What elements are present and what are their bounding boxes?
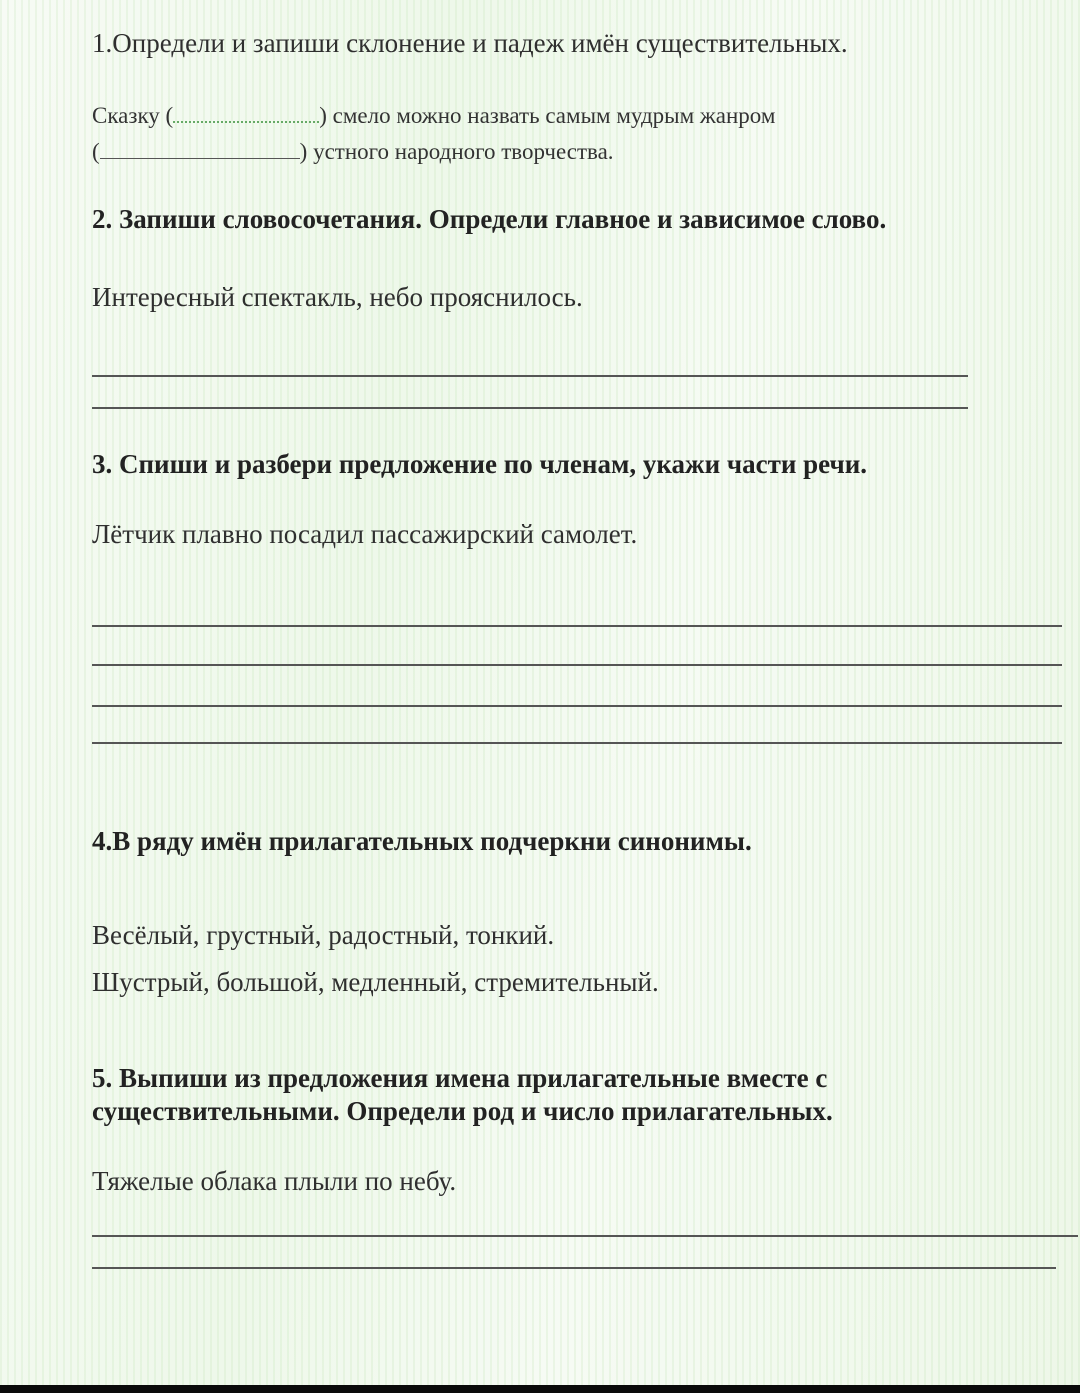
task1-sentence-line1 xyxy=(92,101,775,127)
task1-line2-end: ) устного народного творчества. xyxy=(299,139,614,164)
task3-title: 3. Спиши и разбери предложение по членам, укажи части речи. xyxy=(92,449,868,479)
task5-answer-line-2[interactable] xyxy=(92,1267,1056,1269)
task3-text: Лётчик плавно посадил пассажирский самолет. xyxy=(92,519,638,549)
task4-row-1: Весёлый, грустный, радостный, тонкий. xyxy=(92,920,555,950)
task1-blank-2[interactable] xyxy=(100,138,300,159)
bottom-edge-bar xyxy=(0,1385,1080,1393)
task2-answer-line-2[interactable] xyxy=(92,407,968,409)
task5-title-line-1: 5. Выпиши из предложения имена прилагательные вместе с xyxy=(92,1063,828,1093)
task3-answer-line-1[interactable] xyxy=(92,625,1062,627)
task5-text: Тяжелые облака плыли по небу. xyxy=(92,1166,457,1196)
task2-title: 2. Запиши словосочетания. Определи главное и зависимое слово. xyxy=(92,204,887,234)
task3-answer-line-4[interactable] xyxy=(92,742,1062,744)
task4-title: 4.В ряду имён прилагательных подчеркни синонимы. xyxy=(92,826,752,856)
task2-text: Интересный спектакль, небо прояснилось. xyxy=(92,282,583,312)
task5-answer-line-1[interactable] xyxy=(92,1235,1078,1237)
task5-title-line-2: существительными. Определи род и число прилагательных. xyxy=(92,1096,833,1126)
task3-answer-line-3[interactable] xyxy=(92,705,1062,707)
task1-title: 1.Определи и запиши склонение и падеж имён существительных. xyxy=(92,28,848,58)
task1-line1-end: ) смело можно назвать самым мудрым жанром xyxy=(319,103,776,128)
task1-blank-1[interactable] xyxy=(173,101,319,123)
task2-answer-line-1[interactable] xyxy=(92,375,968,377)
task1-sentence-line2 xyxy=(92,138,614,163)
task1-line2-start: ( xyxy=(92,139,100,164)
task3-answer-line-2[interactable] xyxy=(92,664,1062,666)
task1-line1-start: Сказку ( xyxy=(92,103,174,128)
task4-row-2: Шустрый, большой, медленный, стремительный. xyxy=(92,967,659,997)
